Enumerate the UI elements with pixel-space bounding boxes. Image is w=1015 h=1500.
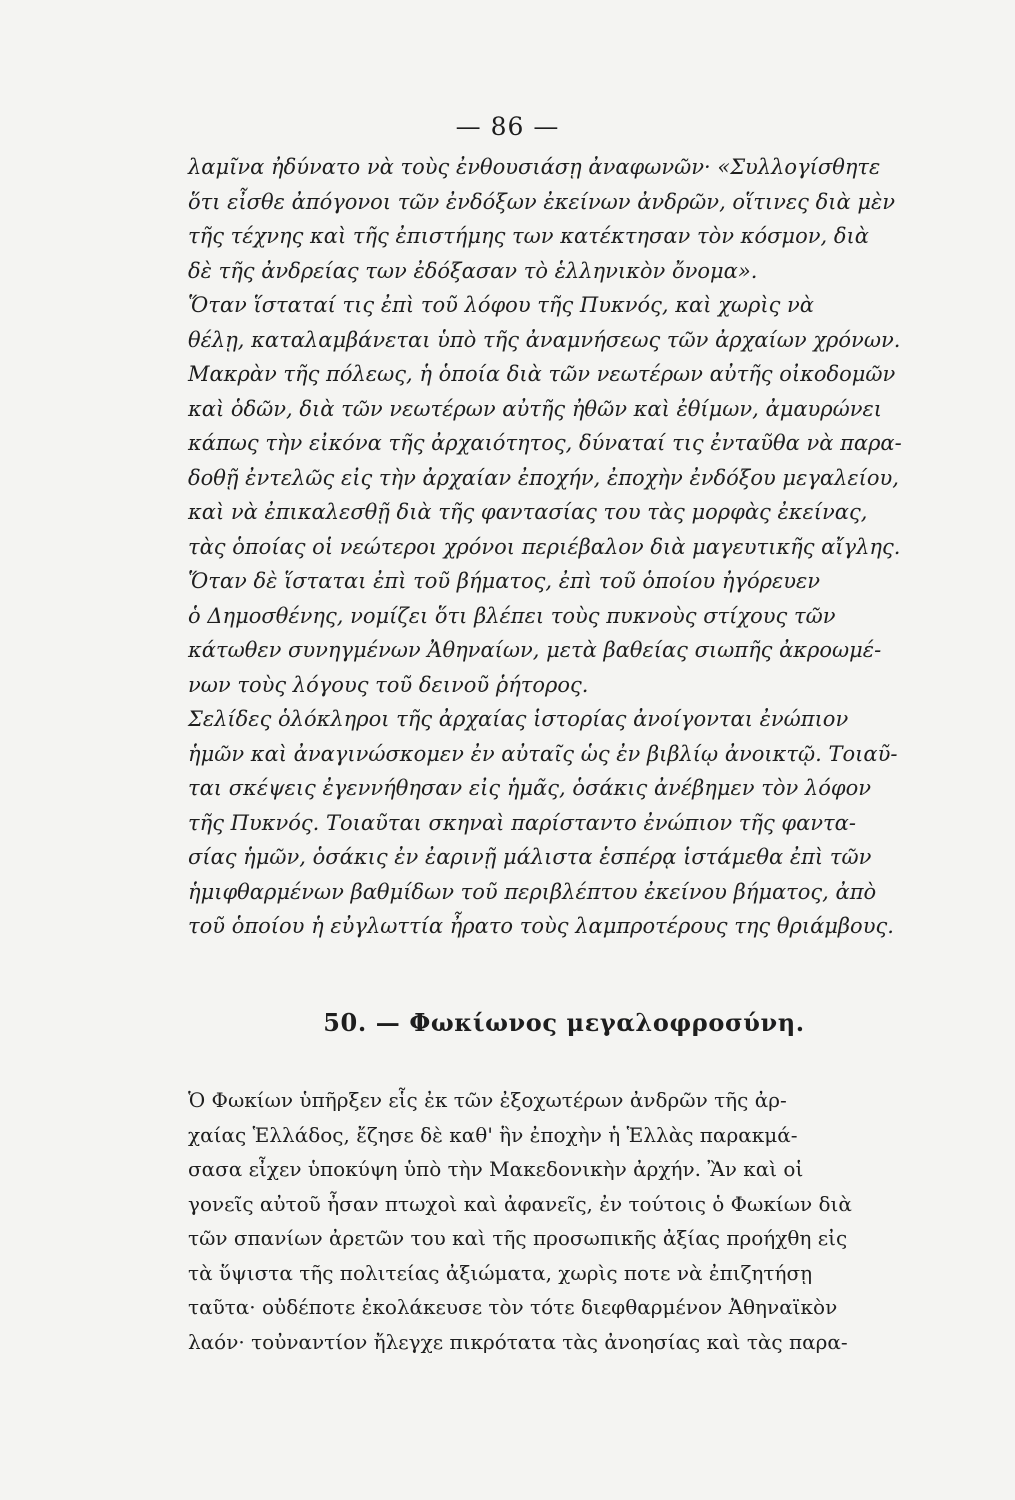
text-line: Ὁ Φωκίων ὑπῆρξεν εἷς ἐκ τῶν ἐξοχωτέρων ἀνδρῶν τῆς ἀρ- xyxy=(188,1088,787,1112)
text-line: τοῦ ὁποίου ἡ εὐγλωττία ἦρατο τοὺς λαμπροτέρους της θριάμβους. xyxy=(188,914,894,938)
text-line: νων τοὺς λόγους τοῦ δεινοῦ ῥήτορος. xyxy=(188,672,589,697)
page-number: — 86 — xyxy=(455,112,560,141)
text-line: δὲ τῆς ἀνδρείας των ἐδόξασαν τὸ ἑλληνικὸν ὄνομα». xyxy=(188,258,758,283)
text-line: λαόν· τοὐναντίον ἤλεγχε πικρότατα τὰς ἀνοησίας καὶ τὰς παρα- xyxy=(188,1329,848,1354)
text-line: κάπως τὴν εἰκόνα τῆς ἀρχαιότητος, δύναταί τις ἐνταῦθα νὰ παρα- xyxy=(188,431,902,455)
text-line: Μακρὰν τῆς πόλεως, ἡ ὁποία διὰ τῶν νεωτέρων αὐτῆς οἰκοδομῶν xyxy=(188,362,896,386)
text-line: λαμῖνα ἠδύνατο νὰ τοὺς ἐνθουσιάσῃ ἀναφωνῶν· «Συλλογίσθητε xyxy=(188,155,881,179)
text-line: ταῦτα· οὐδέποτε ἐκολάκευσε τὸν τότε διεφθαρμένον Ἀθηναϊκὸν xyxy=(188,1295,838,1319)
text-line: σασα εἶχεν ὑποκύψη ὑπὸ τὴν Μακεδονικὴν ἀρχήν. Ἂν καὶ οἱ xyxy=(188,1157,804,1181)
text-line: ἡμιφθαρμένων βαθμίδων τοῦ περιβλέπτου ἐκείνου βήματος, ἀπὸ xyxy=(188,879,877,904)
text-line: χαίας Ἑλλάδος, ἔζησε δὲ καθ' ἣν ἐποχὴν ἡ Ἑλλὰς παρακμά- xyxy=(188,1122,798,1147)
italic-paragraph xyxy=(188,150,940,944)
text-line: τῆς Πυκνός. Τοιαῦται σκηναὶ παρίσταντο ἐνώπιον τῆς φαντα- xyxy=(188,810,856,835)
text-line: ἡμῶν καὶ ἀναγινώσκομεν ἐν αὐταῖς ὡς ἐν βιβλίῳ ἀνοικτῷ. Τοιαῦ- xyxy=(188,741,898,766)
text-line: τῶν σπανίων ἀρετῶν του καὶ τῆς προσωπικῆς ἀξίας προήχθη εἰς xyxy=(188,1226,848,1250)
text-line: ὁ Δημοσθένης, νομίζει ὅτι βλέπει τοὺς πυκνοὺς στίχους τῶν xyxy=(188,603,836,628)
text-line: Σελίδες ὁλόκληροι τῆς ἀρχαίας ἱστορίας ἀνοίγονται ἐνώπιον xyxy=(188,707,849,731)
text-line: Ὅταν δὲ ἵσταται ἐπὶ τοῦ βήματος, ἐπὶ τοῦ ὁποίου ἠγόρευεν xyxy=(188,569,821,593)
text-line: γονεῖς αὐτοῦ ἦσαν πτωχοὶ καὶ ἀφανεῖς, ἐν τούτοις ὁ Φωκίων διὰ xyxy=(188,1191,852,1216)
text-line: Ὅταν ἵσταταί τις ἐπὶ τοῦ λόφου τῆς Πυκνός, καὶ χωρὶς νὰ xyxy=(188,293,814,317)
upright-paragraph xyxy=(188,1083,940,1359)
text-line: καὶ ὁδῶν, διὰ τῶν νεωτέρων αὐτῆς ἠθῶν καὶ ἐθίμων, ἀμαυρώνει xyxy=(188,396,883,421)
text-line: τῆς τέχνης καὶ τῆς ἐπιστήμης των κατέκτησαν τὸν κόσμον, διὰ xyxy=(188,224,869,248)
text-line: ται σκέψεις ἐγεννήθησαν εἰς ἡμᾶς, ὁσάκις ἀνέβημεν τὸν λόφον xyxy=(188,776,872,800)
text-line: ὅτι εἶσθε ἀπόγονοι τῶν ἐνδόξων ἐκείνων ἀνδρῶν, οἵτινες διὰ μὲν xyxy=(188,189,896,214)
text-line: καὶ νὰ ἐπικαλεσθῇ διὰ τῆς φαντασίας του τὰς μορφὰς ἐκείνας, xyxy=(188,500,868,524)
text-line: δοθῇ ἐντελῶς εἰς τὴν ἀρχαίαν ἐποχήν, ἐποχὴν ἐνδόξου μεγαλείου, xyxy=(188,465,899,490)
text-line: σίας ἡμῶν, ὁσάκις ἐν ἐαρινῇ μάλιστα ἑσπέρᾳ ἱστάμεθα ἐπὶ τῶν xyxy=(188,845,872,869)
text-line: θέλῃ, καταλαμβάνεται ὑπὸ τῆς ἀναμνήσεως τῶν ἀρχαίων χρόνων. xyxy=(188,327,901,352)
section-heading: 50. — Φωκίωνος μεγαλοφροσύνη. xyxy=(323,1008,805,1037)
text-line: κάτωθεν συνηγμένων Ἀθηναίων, μετὰ βαθείας σιωπῆς ἀκροωμέ- xyxy=(188,638,882,662)
text-line: τὰς ὁποίας οἱ νεώτεροι χρόνοι περιέβαλον διὰ μαγευτικῆς αἴγλης. xyxy=(188,534,901,559)
text-line: τὰ ὕψιστα τῆς πολιτείας ἀξιώματα, χωρὶς ποτε νὰ ἐπιζητήσῃ xyxy=(188,1260,813,1285)
